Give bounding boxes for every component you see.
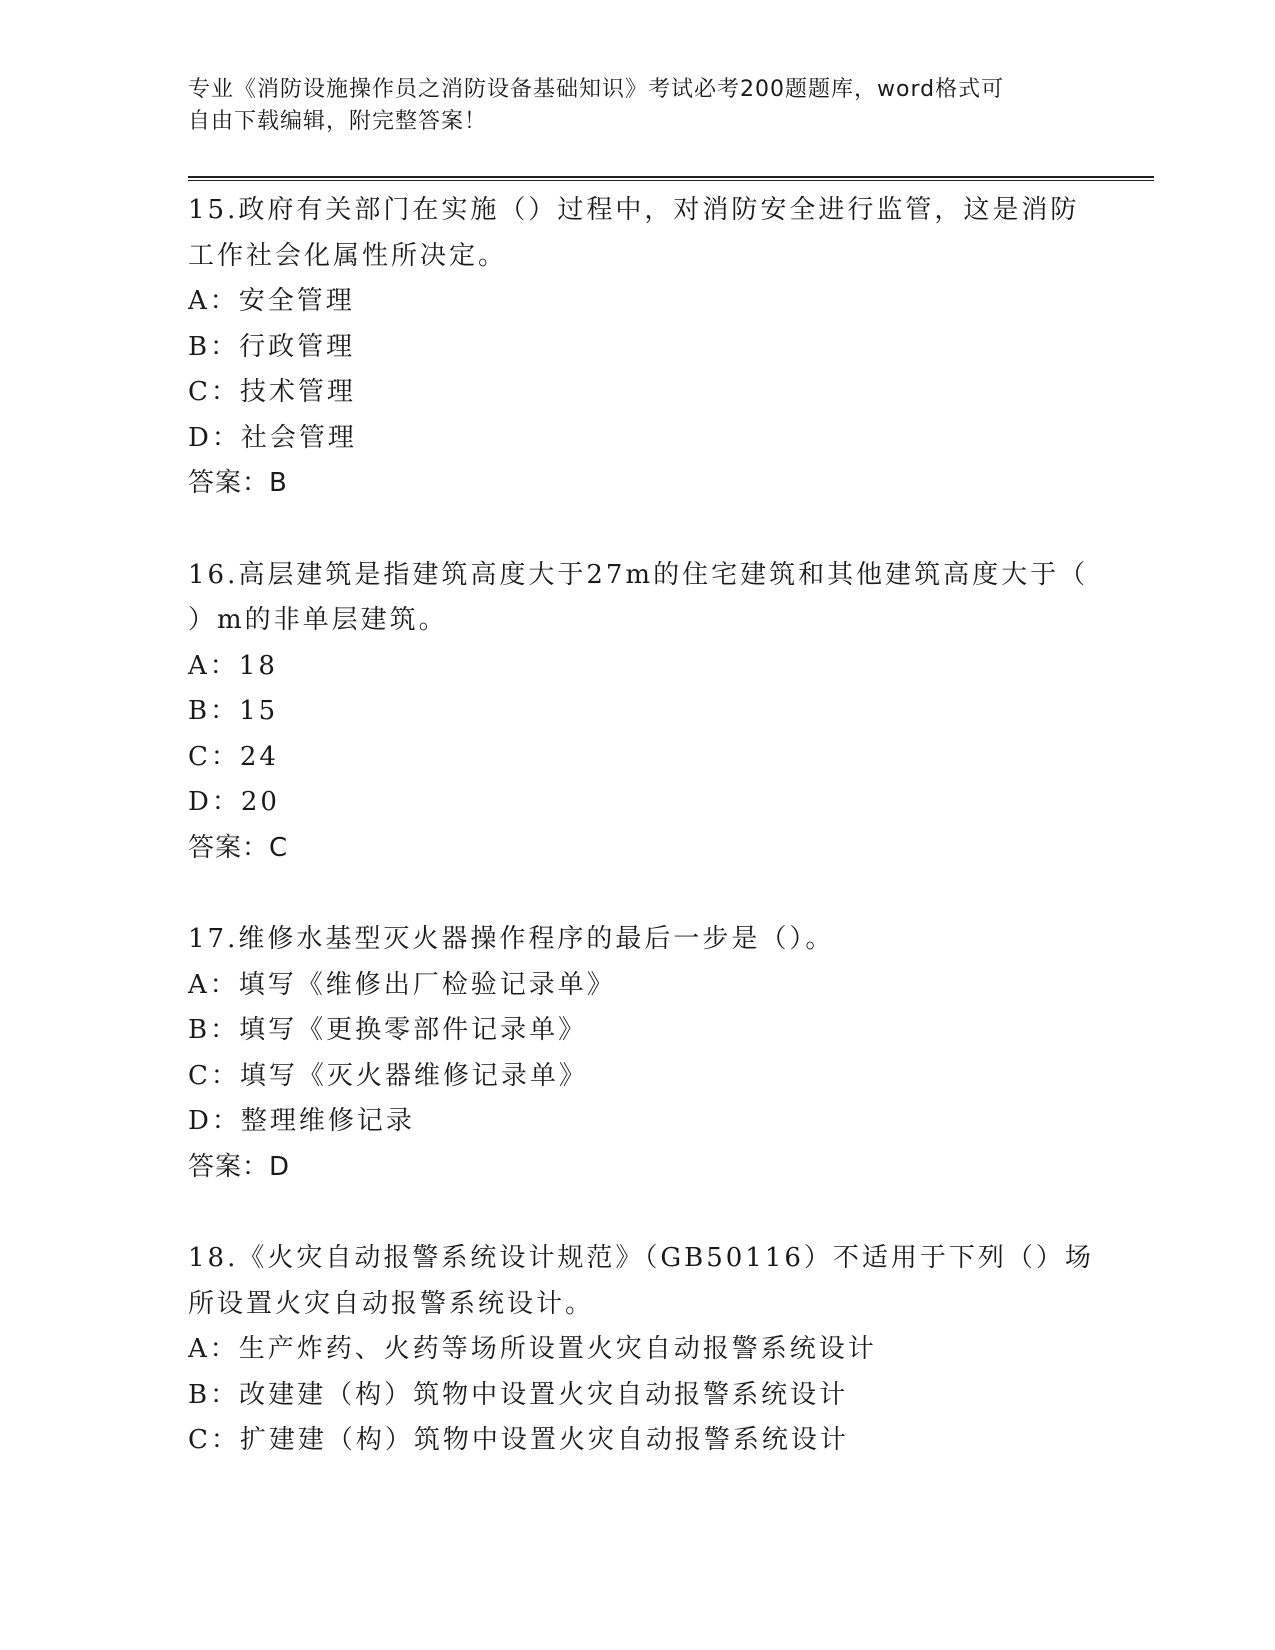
option-c: C：技术管理 [188, 377, 356, 407]
answer-line: 答案：C [188, 832, 289, 863]
option-c: C：扩建建（构）筑物中设置火灾自动报警系统设计 [188, 1425, 849, 1455]
question-16 [188, 553, 1088, 872]
option-b: B：行政管理 [188, 331, 356, 362]
answer-line: 答案：D [188, 1151, 291, 1182]
question-stem: 15.政府有关部门在实施（）过程中，对消防安全进行监管，这是消防 [188, 195, 1080, 225]
question-stem-continued: 工作社会化属性所决定。 [188, 240, 508, 271]
option-a: A：生产炸药、火药等场所设置火灾自动报警系统设计 [188, 1334, 877, 1364]
document-header [188, 74, 1068, 138]
option-a: A：填写《维修出厂检验记录单》 [188, 969, 616, 1000]
question-stem: 17.维修水基型灭火器操作程序的最后一步是（）。 [188, 924, 835, 954]
header-divider [188, 176, 1154, 181]
header-line-1: 专业《消防设施操作员之消防设备基础知识》考试必考200题题库，word格式可 [188, 77, 1005, 102]
question-15 [188, 188, 1088, 507]
option-b: B：15 [188, 696, 279, 726]
question-stem: 16.高层建筑是指建筑高度大于27m的住宅建筑和其他建筑高度大于（ [188, 559, 1089, 590]
option-c: C：填写《灭火器维修记录单》 [188, 1060, 588, 1091]
option-a: A：安全管理 [188, 286, 355, 316]
option-b: B：改建建（构）筑物中设置火灾自动报警系统设计 [188, 1379, 849, 1410]
question-stem-continued: 所设置火灾自动报警系统设计。 [188, 1288, 595, 1319]
option-c: C：24 [188, 741, 279, 772]
header-line-2: 自由下载编辑，附完整答案！ [188, 109, 488, 134]
option-d: D：社会管理 [188, 422, 357, 453]
answer-line: 答案：B [188, 468, 288, 498]
question-18 [188, 1236, 1094, 1464]
option-b: B：填写《更换零部件记录单》 [188, 1015, 588, 1045]
option-d: D：整理维修记录 [188, 1106, 415, 1136]
question-list [188, 188, 1094, 1510]
question-stem-continued: ）m的非单层建筑。 [188, 605, 448, 635]
question-17 [188, 917, 1088, 1190]
option-a: A：18 [188, 650, 278, 681]
question-stem: 18.《火灾自动报警系统设计规范》（GB50116）不适用于下列（）场 [188, 1243, 1094, 1273]
option-d: D：20 [188, 787, 280, 817]
